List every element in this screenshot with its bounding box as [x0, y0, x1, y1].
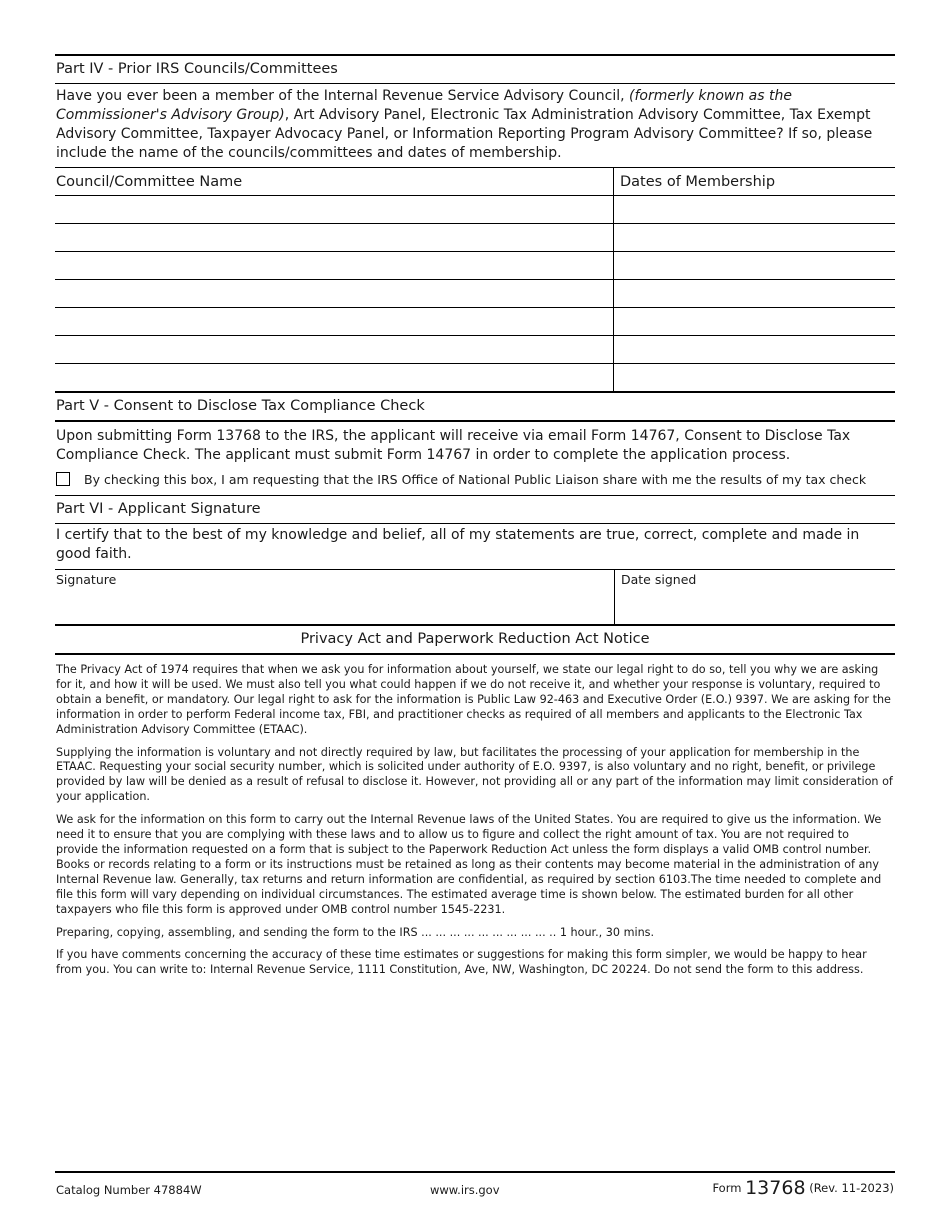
council-name-input[interactable]	[55, 308, 614, 336]
notice-paragraph: If you have comments concerning the accuracy of these time estimates or suggestions for making this form simpler, we would be happy to hear from you. You can write to: Internal Revenue Service, 1111 Constitution, Ave, NW, Washington, DC 20224. Do not send the form to this address.	[56, 948, 867, 977]
council-name-input[interactable]	[55, 336, 614, 364]
dates-input[interactable]	[614, 308, 896, 336]
form-page	[55, 54, 895, 986]
notice-paragraph: Supplying the information is voluntary and not directly required by law, but facilitates the processing of your application for membership in the ETAAC. Requesting your social security number, which is solicited under authority of E.O. 9397, is also voluntary and no right, benefit, or privilege provided by law will be denied as a result of refusal to disclose it. However, not providing all or any part of the information may limit consideration of your application.	[56, 745, 893, 804]
part5-heading: Part V - Consent to Disclose Tax Compliance Check	[56, 398, 425, 414]
council-name-input[interactable]	[55, 364, 614, 392]
website-link[interactable]: www.irs.gov	[430, 1183, 500, 1197]
council-table	[55, 167, 895, 391]
date-signed-field[interactable]	[615, 570, 697, 624]
part4-intro: Have you ever been a member of the Internal Revenue Service Advisory Council, (formerly known as the Commissioner's Advisory Group), Art Advisory Panel, Electronic Tax Administration Advisory Committee, Tax Exempt Advisory Committee, Taxpayer Advocacy Panel, or Information Reporting Program Advisory Committee? If so, please include the name of the councils/committees and dates of membership.	[56, 88, 873, 161]
notice-title: Privacy Act and Paperwork Reduction Act Notice	[300, 631, 650, 647]
table-row	[55, 308, 895, 336]
part6-heading: Part VI - Applicant Signature	[56, 501, 261, 517]
notice-paragraph: Preparing, copying, assembling, and sending the form to the IRS ... ... ... ... ... ... ... ... ... .. 1 hour., 30 mins.	[56, 925, 655, 939]
signature-field[interactable]	[55, 570, 615, 624]
notice-paragraph: We ask for the information on this form to carry out the Internal Revenue laws of the United States. You are required to give us the information. We need it to ensure that you are complying with these laws and to allow us to figure and collect the right amount of tax. You are not required to provide the information requested on a form that is subject to the Paperwork Reduction Act unless the form displays a valid OMB control number. Books or records relating to a form or its instructions must be retained as long as their contents may become material in the administration of any Internal Revenue law. Generally, tax returns and return information are confidential, as required by section 6103.The time needed to complete and file this form will vary depending on individual circumstances. The estimated average time is shown below. The estimated burden for all other taxpayers who file this form is approved under OMB control number 1545-2231.	[56, 813, 882, 916]
council-name-input[interactable]	[55, 280, 614, 308]
tax-check-consent-label: By checking this box, I am requesting that the IRS Office of National Public Liaison share with me the results of my tax check	[84, 471, 867, 487]
dates-input[interactable]	[614, 196, 896, 224]
form-number: 13768	[745, 1177, 806, 1199]
table-row	[55, 336, 895, 364]
table-row	[55, 224, 895, 252]
dates-input[interactable]	[614, 336, 896, 364]
form-revision: (Rev. 11-2023)	[805, 1181, 894, 1195]
dates-input[interactable]	[614, 224, 896, 252]
notice-paragraph: The Privacy Act of 1974 requires that when we ask you for information about yourself, we state our legal right to do so, tell you why we are asking for it, and how it will be used. We must also tell you what could happen if we do not receive it, and whether your response is voluntary, required to obtain a benefit, or mandatory. Our legal right to ask for the information is Public Law 92-463 and Executive Order (E.O.) 9397. We are asking for the information in order to perform Federal income tax, FBI, and practitioner checks as required of all members and applicants to the Electronic Tax Administration Advisory Committee (ETAAC).	[56, 663, 891, 736]
table-row	[55, 280, 895, 308]
signature-row	[55, 570, 895, 624]
council-name-input[interactable]	[55, 224, 614, 252]
dates-input[interactable]	[614, 280, 896, 308]
tax-check-consent-checkbox[interactable]	[56, 472, 70, 486]
table-row	[55, 364, 895, 392]
signature-label: Signature	[56, 572, 117, 587]
council-table-header	[55, 168, 895, 196]
part5-text: Upon submitting Form 13768 to the IRS, the applicant will receive via email Form 14767, Consent to Disclose Tax Compliance Check. The applicant must submit Form 14767 in order to complete the application process.	[56, 428, 851, 463]
certification-text: I certify that to the best of my knowledge and belief, all of my statements are true, correct, complete and made in good faith.	[56, 527, 860, 562]
part4-heading: Part IV - Prior IRS Councils/Committees	[56, 61, 338, 77]
catalog-number: Catalog Number 47884W	[56, 1183, 202, 1197]
col-council-name: Council/Committee Name	[55, 168, 614, 196]
form-identifier: Form 13768 (Rev. 11-2023)	[712, 1177, 894, 1199]
council-name-input[interactable]	[55, 196, 614, 224]
dates-input[interactable]	[614, 364, 896, 392]
col-dates-membership: Dates of Membership	[614, 168, 896, 196]
tax-check-consent-row	[55, 465, 895, 493]
table-row	[55, 252, 895, 280]
page-footer	[55, 1171, 895, 1203]
date-signed-label: Date signed	[621, 572, 697, 587]
dates-input[interactable]	[614, 252, 896, 280]
council-name-input[interactable]	[55, 252, 614, 280]
table-row	[55, 196, 895, 224]
